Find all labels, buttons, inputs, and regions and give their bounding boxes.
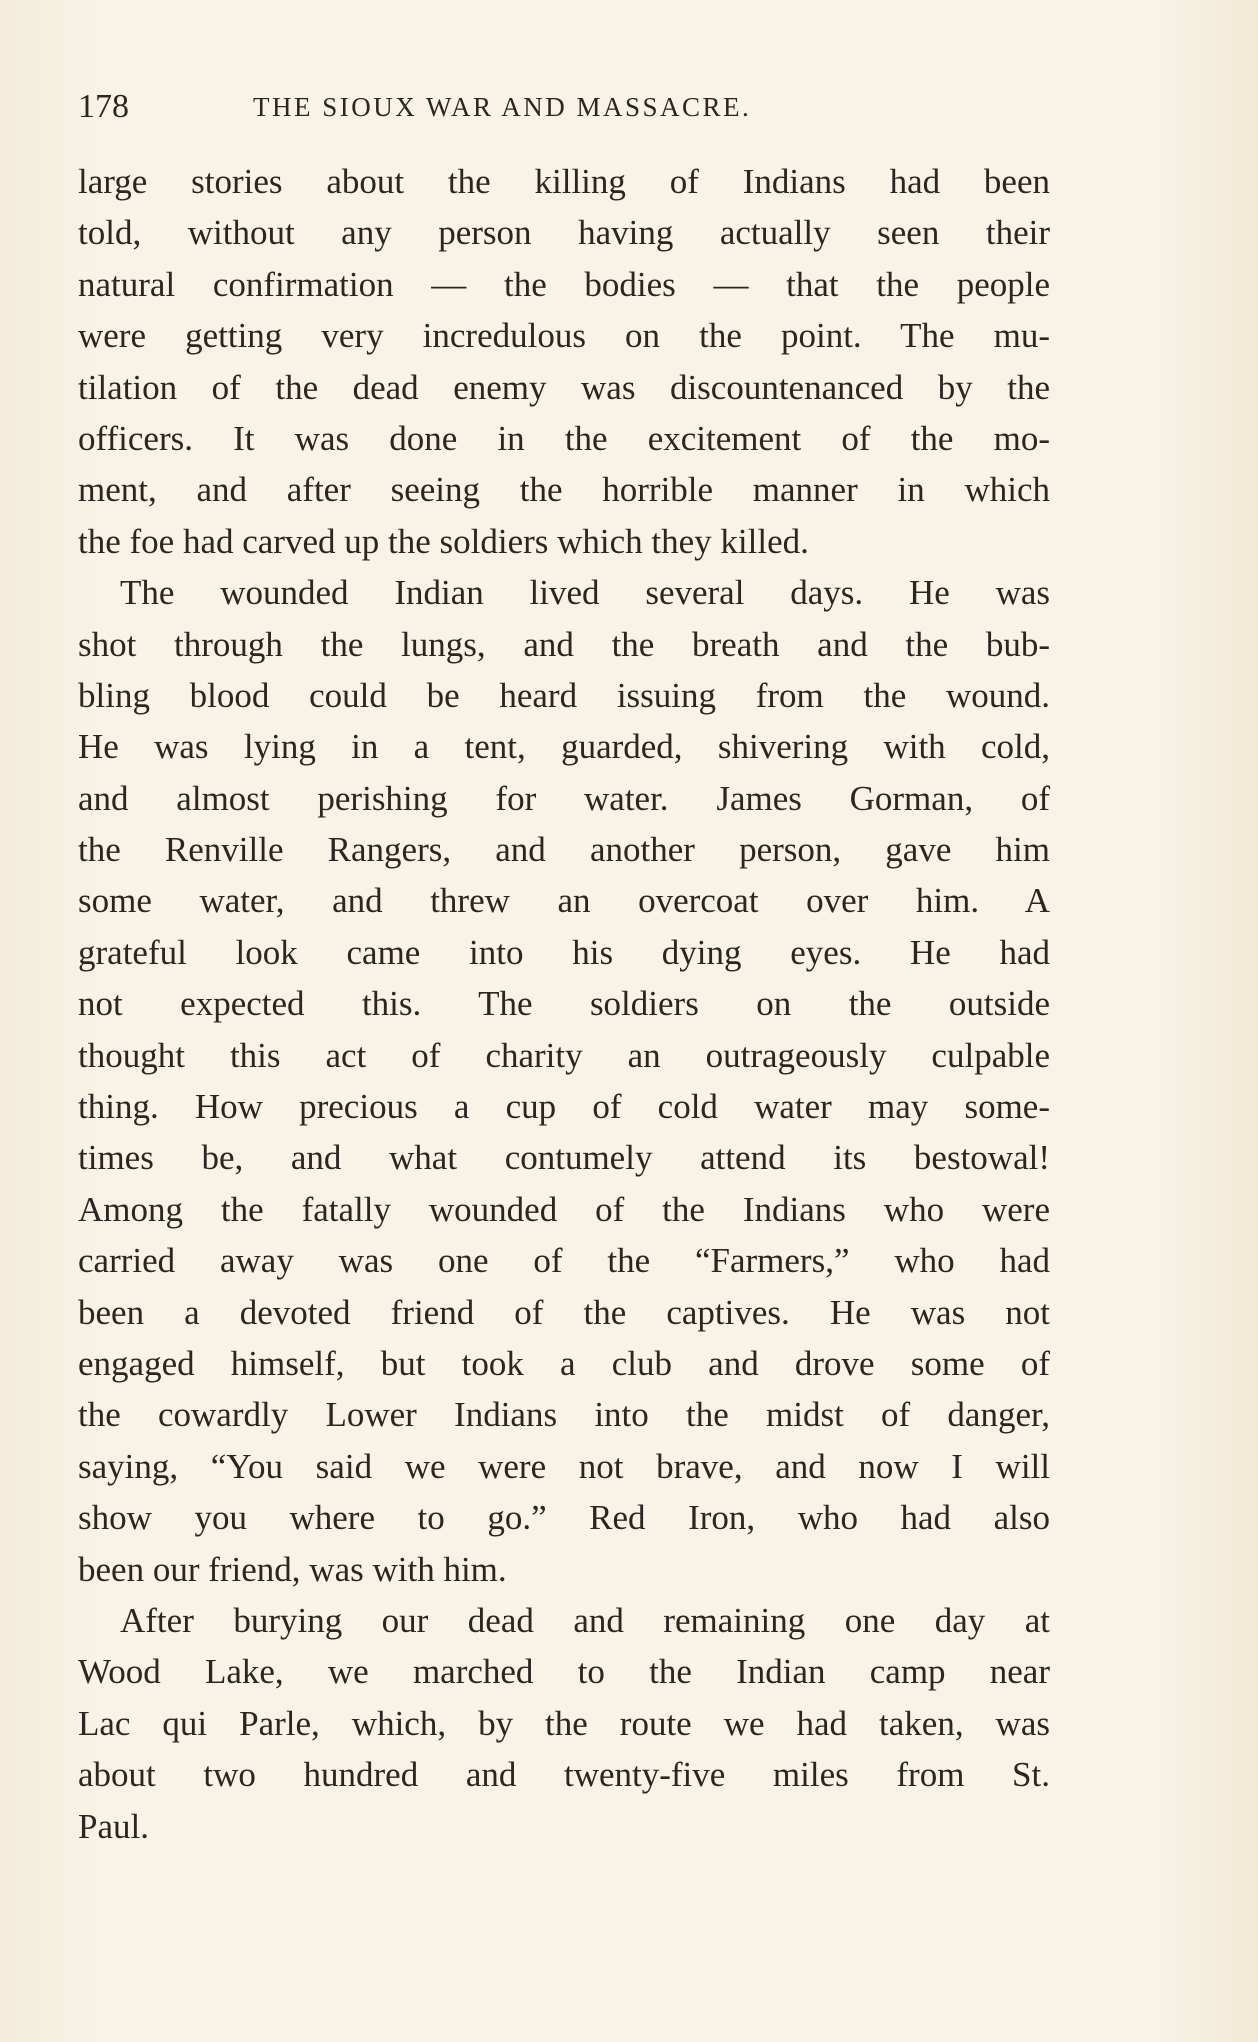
text-line: officers. It was done in the excitement of the mo- xyxy=(78,418,1050,458)
text-line: tilation of the dead enemy was discountenanced by the xyxy=(78,367,1050,407)
text-line: show you where to go.” Red Iron, who had also xyxy=(78,1498,1050,1538)
page-number: 178 xyxy=(78,88,129,125)
text-line: times be, and what contumely attend its bestowal! xyxy=(78,1138,1050,1178)
running-title: THE SIOUX WAR AND MASSACRE. xyxy=(253,92,752,122)
text-line: not expected this. The soldiers on the outside xyxy=(78,984,1050,1024)
text-line: engaged himself, but took a club and drove some of xyxy=(78,1343,1050,1383)
running-head xyxy=(78,88,868,128)
text-line: Among the fatally wounded of the Indians who were xyxy=(78,1189,1050,1229)
body-text xyxy=(78,156,1078,1852)
text-line: bling blood could be heard issuing from the wound. xyxy=(78,675,1050,715)
text-line: the foe had carved up the soldiers which they killed. xyxy=(78,521,809,561)
paragraph-start-line: After burying our dead and remaining one day at xyxy=(120,1600,1050,1640)
text-line: the Renville Rangers, and another person, gave him xyxy=(78,830,1050,870)
text-line: been a devoted friend of the captives. He was not xyxy=(78,1292,1050,1332)
text-line: Wood Lake, we marched to the Indian camp near xyxy=(78,1652,1050,1692)
text-line: thought this act of charity an outrageously culpable xyxy=(78,1035,1050,1075)
paragraph-start-line: The wounded Indian lived several days. He was xyxy=(120,573,1050,613)
text-line: the cowardly Lower Indians into the midst of danger, xyxy=(78,1395,1050,1435)
text-line: were getting very incredulous on the point. The mu- xyxy=(78,316,1050,356)
text-line: shot through the lungs, and the breath and the bub- xyxy=(78,624,1050,664)
text-line: He was lying in a tent, guarded, shivering with cold, xyxy=(78,727,1050,767)
text-line: about two hundred and twenty-five miles from St. xyxy=(78,1755,1050,1795)
text-line: some water, and threw an overcoat over him. A xyxy=(78,881,1050,921)
text-line: thing. How precious a cup of cold water may some- xyxy=(78,1087,1050,1127)
text-line: saying, “You said we were not brave, and now I will xyxy=(78,1446,1050,1486)
text-line: ment, and after seeing the horrible manner in which xyxy=(78,470,1050,510)
text-line: grateful look came into his dying eyes. He had xyxy=(78,932,1050,972)
text-line: been our friend, was with him. xyxy=(78,1549,507,1589)
text-line: Paul. xyxy=(78,1806,149,1846)
text-line: told, without any person having actually seen their xyxy=(78,213,1050,253)
text-line: natural confirmation — the bodies — that the people xyxy=(78,264,1050,304)
text-line: and almost perishing for water. James Gorman, of xyxy=(78,778,1050,818)
text-line: Lac qui Parle, which, by the route we had taken, was xyxy=(78,1703,1050,1743)
text-line: large stories about the killing of Indians had been xyxy=(78,162,1050,201)
text-line: carried away was one of the “Farmers,” who had xyxy=(78,1241,1050,1281)
